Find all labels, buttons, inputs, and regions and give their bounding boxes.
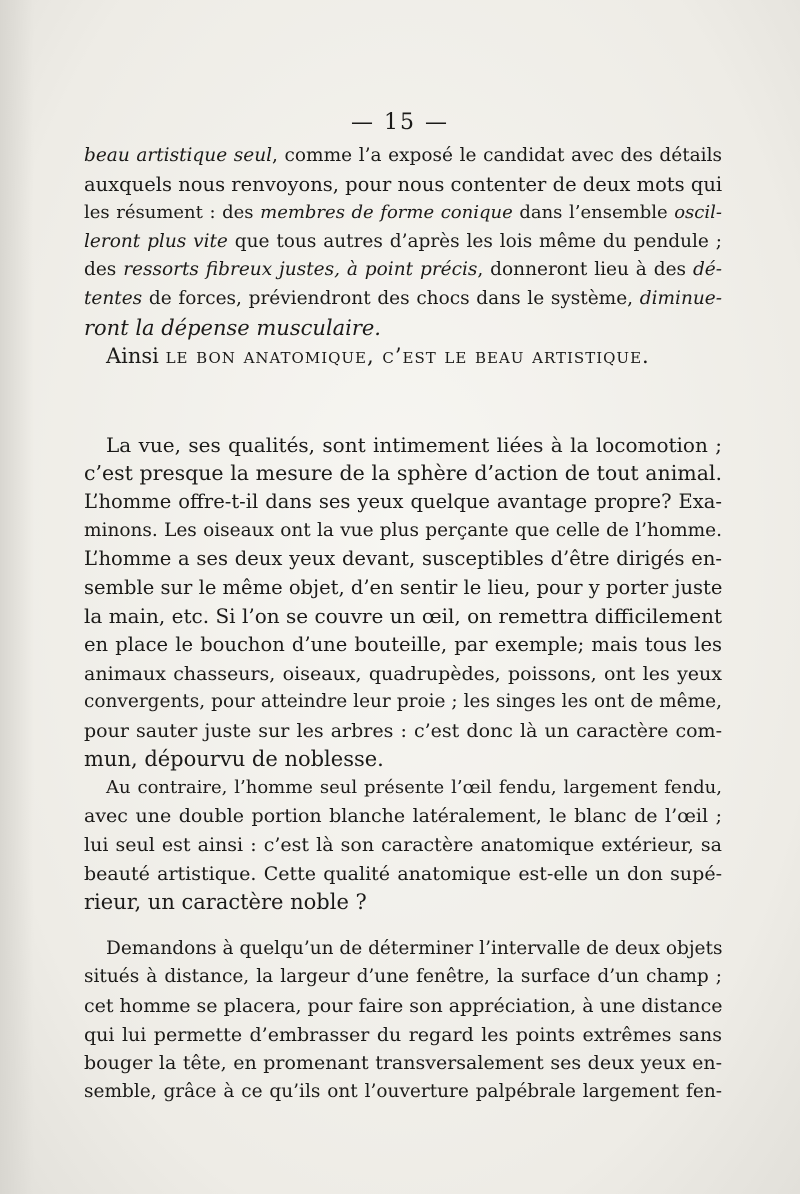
text-run: dans l’ensemble [512, 202, 675, 224]
text-line: bouger la tête, en promenant transversalement ses deux yeux en- [84, 1052, 722, 1075]
text-line: en place le bouchon d’une bouteille, par exemple; mais tous les [84, 632, 722, 656]
page-gutter-shadow [0, 0, 34, 1194]
italic-phrase: diminue- [639, 287, 722, 309]
text-line [84, 256, 722, 285]
text-line [84, 285, 722, 314]
page-number: — 15 — [351, 110, 449, 135]
text-run: , comme l’a exposé le candidat avec des détails [272, 145, 723, 166]
italic-phrase: tentes [84, 287, 143, 309]
text-run: , donneront lieu à des [477, 259, 693, 281]
paragraph-gap [84, 917, 722, 935]
text-run: des [84, 259, 124, 281]
text-line: qui lui permette d’embrasser du regard les points extrêmes sans [84, 1023, 722, 1046]
text-line: beauté artistique. Cette qualité anatomique est-elle un don supé- [84, 862, 722, 885]
text-run: de forces, préviendront des chocs dans le système, [142, 287, 640, 309]
body-text [84, 142, 722, 1106]
text-line: la main, etc. Si l’on se couvre un œil, on remettra difficilement [84, 604, 722, 629]
text-line: mun, dépourvu de noblesse. [84, 747, 384, 772]
text-line [84, 142, 722, 171]
italic-phrase: ront la dépense musculaire. [84, 315, 381, 340]
text-line: minons. Les oiseaux ont la vue plus perçante que celle de l’homme. [84, 519, 722, 541]
italic-phrase: membres de forme conique [260, 202, 513, 224]
italic-phrase: beau artistique seul [84, 145, 273, 166]
text-run: Ainsi [106, 344, 166, 369]
text-line: avec une double portion blanche latéralement, le blanc de l’œil ; [84, 805, 722, 828]
italic-phrase: oscil- [674, 202, 722, 224]
text-line: pour sauter juste sur les arbres : c’est donc là un caractère com- [84, 719, 722, 742]
text-line [84, 314, 722, 343]
text-line: animaux chasseurs, oiseaux, quadrupèdes, poissons, ont les yeux [84, 662, 722, 685]
text-line: convergents, pour atteindre leur proie ; les singes les ont de même, [84, 691, 722, 713]
text-line [84, 199, 722, 228]
text-line: situés à distance, la largeur d’une fenêtre, la surface d’un champ ; [84, 966, 722, 988]
italic-phrase: ressorts fibreux justes, à point précis [123, 259, 478, 281]
small-caps-maxim: le bon anatomique, c’est le beau artistique. [165, 344, 650, 369]
text-run: que tous autres d’après les lois même du pendule ; [227, 230, 722, 252]
text-line: Au contraire, l’homme seul présente l’œil fendu, largement fendu, [106, 776, 722, 798]
text-line: La vue, ses qualités, sont intimement liées à la locomotion ; [106, 432, 722, 457]
text-line: lui seul est ainsi : c’est là son caractère anatomique extérieur, sa [84, 834, 722, 857]
text-line: L’homme a ses deux yeux devant, susceptibles d’être dirigés en- [84, 547, 722, 571]
section-gap [84, 371, 722, 431]
text-line: L’homme offre-t-il dans ses yeux quelque avantage propre? Exa- [84, 489, 722, 513]
text-line: rieur, un caractère noble ? [84, 890, 367, 915]
text-line: cet homme se placera, pour faire son appréciation, à une distance [84, 995, 723, 1018]
italic-phrase: leront plus vite [84, 230, 228, 252]
text-line: semble, grâce à ce qu’ils ont l’ouverture palpébrale largement fen- [84, 1080, 722, 1102]
text-line: c’est presque la mesure de la sphère d’action de tout animal. [84, 461, 722, 486]
text-line: Demandons à quelqu’un de déterminer l’intervalle de deux objets [106, 937, 723, 959]
maxim-line [84, 342, 722, 371]
text-line [84, 228, 722, 257]
text-run: les résument : des [84, 202, 261, 224]
text-line: auxquels nous renvoyons, pour nous contenter de deux mots qui [84, 172, 723, 196]
italic-phrase: dé- [692, 259, 722, 281]
text-line: semble sur le même objet, d’en sentir le lieu, pour y porter juste [84, 575, 723, 599]
